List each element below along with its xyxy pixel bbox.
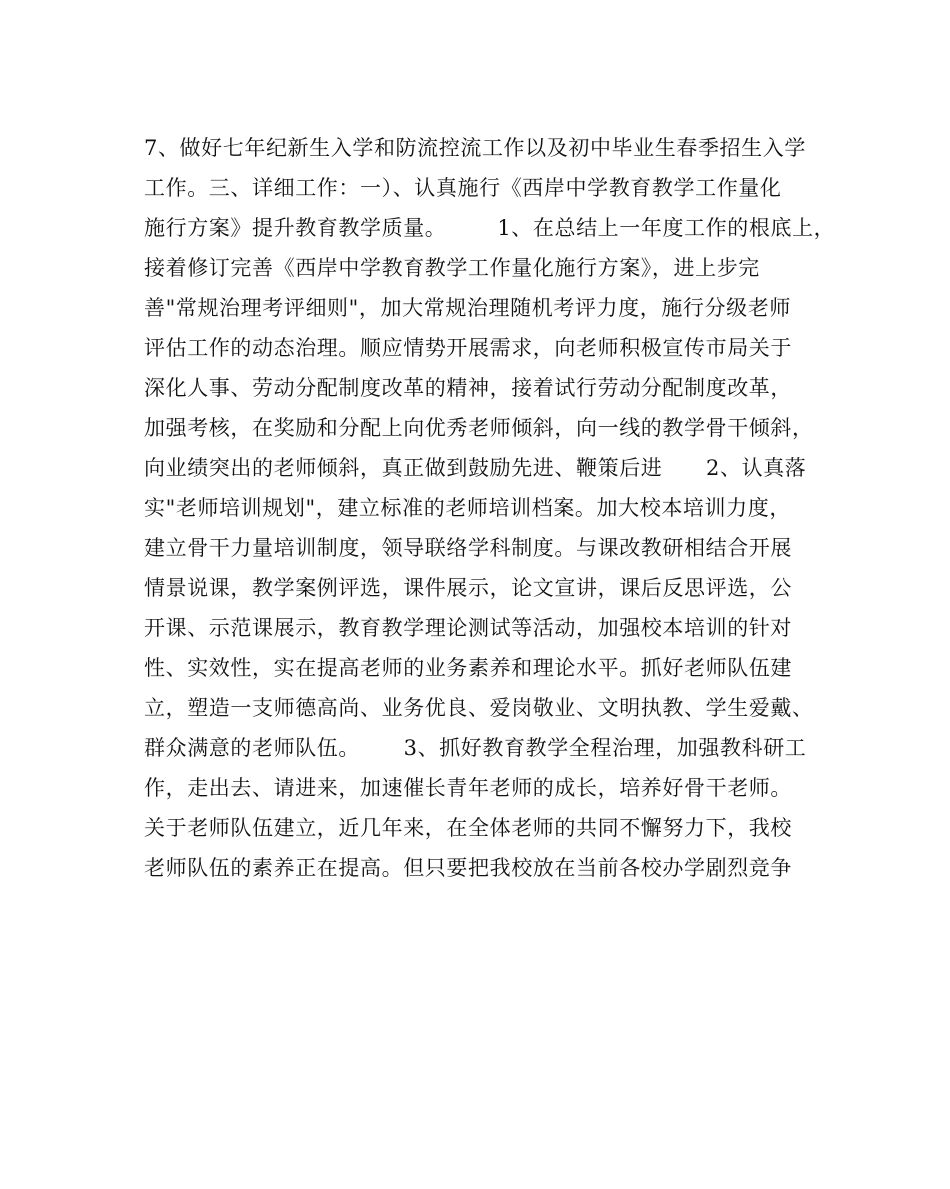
text-line: 工作。三、详细工作：一）、认真施行《西岸中学教育教学工作量化 — [144, 176, 782, 200]
text-line: 7、做好七年纪新生入学和防流控流工作以及初中毕业生春季招生入学 — [144, 136, 806, 160]
text-line: 施行方案》提升教育教学质量。 1、在总结上一年度工作的根底上， — [144, 216, 836, 240]
text-line: 向业绩突出的老师倾斜，真正做到鼓励先进、鞭策后进 2、认真落 — [144, 456, 807, 480]
text-line: 性、实效性，实在提高老师的业务素养和理论水平。抓好老师队伍建 — [144, 656, 792, 680]
text-line: 情景说课，教学案例评选，课件展示，论文宣讲，课后反思评选，公 — [144, 576, 792, 600]
body-text — [144, 128, 844, 888]
text-line: 加强考核，在奖励和分配上向优秀老师倾斜，向一线的教学骨干倾斜， — [144, 416, 814, 440]
text-line: 善"常规治理考评细则"，加大常规治理随机考评力度，施行分级老师 — [144, 296, 791, 320]
text-line: 接着修订完善《西岸中学教育教学工作量化施行方案》，进上步完 — [144, 256, 760, 280]
text-line: 老师队伍的素养正在提高。但只要把我校放在当前各校办学剧烈竞争 — [144, 856, 792, 880]
text-line: 建立骨干力量培训制度，领导联络学科制度。与课改教研相结合开展 — [144, 536, 792, 560]
text-line: 开课、示范课展示，教育教学理论测试等活动，加强校本培训的针对 — [144, 616, 792, 640]
text-line: 评估工作的动态治理。顺应情势开展需求，向老师积极宣传市局关于 — [144, 336, 792, 360]
text-line: 深化人事、劳动分配制度改革的精神，接着试行劳动分配制度改革， — [144, 376, 792, 400]
text-line: 作，走出去、请进来，加速催长青年老师的成长，培养好骨干老师。 — [144, 776, 792, 800]
text-line: 实"老师培训规划"，建立标准的老师培训档案。加大校本培训力度， — [144, 496, 791, 520]
text-line: 关于老师队伍建立，近几年来，在全体老师的共同不懈努力下，我校 — [144, 816, 792, 840]
text-line: 群众满意的老师队伍。 3、抓好教育教学全程治理，加强教科研工 — [144, 736, 807, 760]
text-line: 立，塑造一支师德高尚、业务优良、爱岗敬业、文明执教、学生爱戴、 — [144, 696, 814, 720]
